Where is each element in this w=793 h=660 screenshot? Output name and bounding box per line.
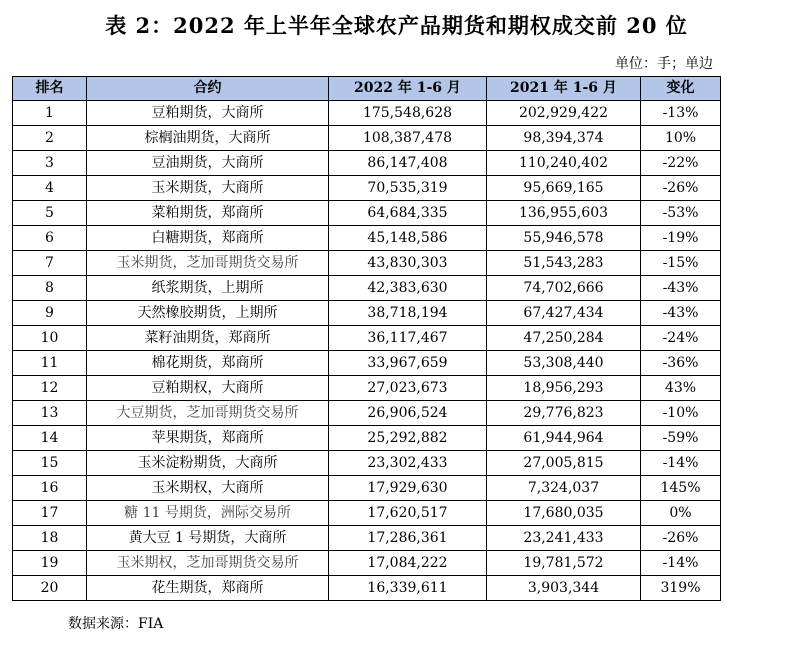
- cell-change: -43%: [641, 301, 721, 326]
- cell-rank: 2: [13, 126, 87, 151]
- cell-change: -43%: [641, 276, 721, 301]
- cell-2021-volume: 47,250,284: [487, 326, 641, 351]
- unit-note: 单位：手；单边: [615, 56, 713, 72]
- cell-rank: 13: [13, 401, 87, 426]
- cell-2021-volume: 95,669,165: [487, 176, 641, 201]
- cell-change: 43%: [641, 376, 721, 401]
- table-row: [13, 326, 721, 351]
- cell-contract: 苹果期货，郑商所: [87, 426, 329, 451]
- cell-change: -10%: [641, 401, 721, 426]
- cell-contract: 玉米期货，大商所: [87, 176, 329, 201]
- cell-contract: 玉米期权，大商所: [87, 476, 329, 501]
- cell-contract: 豆粕期货，大商所: [87, 101, 329, 126]
- table-row: [13, 126, 721, 151]
- cell-change: -19%: [641, 226, 721, 251]
- cell-change: 319%: [641, 576, 721, 601]
- cell-contract: 玉米淀粉期货，大商所: [87, 451, 329, 476]
- cell-rank: 17: [13, 501, 87, 526]
- cell-2021-volume: 51,543,283: [487, 251, 641, 276]
- cell-2022-volume: 23,302,433: [329, 451, 487, 476]
- cell-2022-volume: 38,718,194: [329, 301, 487, 326]
- table-row: [13, 226, 721, 251]
- cell-2022-volume: 175,548,628: [329, 101, 487, 126]
- cell-2022-volume: 16,339,611: [329, 576, 487, 601]
- cell-contract: 豆粕期权，大商所: [87, 376, 329, 401]
- cell-change: -15%: [641, 251, 721, 276]
- header-2021: 2021 年 1-6 月: [487, 77, 641, 101]
- cell-change: -13%: [641, 101, 721, 126]
- cell-2021-volume: 18,956,293: [487, 376, 641, 401]
- cell-contract: 天然橡胶期货，上期所: [87, 301, 329, 326]
- cell-2022-volume: 17,929,630: [329, 476, 487, 501]
- cell-contract: 黄大豆 1 号期货，大商所: [87, 526, 329, 551]
- cell-2022-volume: 36,117,467: [329, 326, 487, 351]
- cell-2022-volume: 17,286,361: [329, 526, 487, 551]
- cell-change: 0%: [641, 501, 721, 526]
- table-body: [13, 101, 721, 601]
- cell-2022-volume: 25,292,882: [329, 426, 487, 451]
- cell-2022-volume: 17,084,222: [329, 551, 487, 576]
- cell-rank: 18: [13, 526, 87, 551]
- cell-contract: 棕榈油期货，大商所: [87, 126, 329, 151]
- table-row: [13, 526, 721, 551]
- cell-rank: 1: [13, 101, 87, 126]
- cell-2021-volume: 61,944,964: [487, 426, 641, 451]
- cell-2022-volume: 64,684,335: [329, 201, 487, 226]
- cell-2021-volume: 27,005,815: [487, 451, 641, 476]
- table-row: [13, 451, 721, 476]
- cell-2022-volume: 70,535,319: [329, 176, 487, 201]
- cell-contract: 糖 11 号期货，洲际交易所: [87, 501, 329, 526]
- cell-rank: 19: [13, 551, 87, 576]
- cell-change: -53%: [641, 201, 721, 226]
- cell-rank: 16: [13, 476, 87, 501]
- table-row: [13, 501, 721, 526]
- cell-rank: 7: [13, 251, 87, 276]
- cell-rank: 4: [13, 176, 87, 201]
- cell-change: 10%: [641, 126, 721, 151]
- header-2022: 2022 年 1-6 月: [329, 77, 487, 101]
- futures-ranking-table: [12, 76, 721, 601]
- cell-2021-volume: 74,702,666: [487, 276, 641, 301]
- table-row: [13, 551, 721, 576]
- cell-change: -59%: [641, 426, 721, 451]
- cell-2021-volume: 202,929,422: [487, 101, 641, 126]
- cell-rank: 20: [13, 576, 87, 601]
- cell-2021-volume: 17,680,035: [487, 501, 641, 526]
- cell-contract: 白糖期货，郑商所: [87, 226, 329, 251]
- table-header-row: [13, 77, 721, 101]
- table-row: [13, 376, 721, 401]
- cell-rank: 3: [13, 151, 87, 176]
- cell-2021-volume: 67,427,434: [487, 301, 641, 326]
- cell-change: -14%: [641, 451, 721, 476]
- cell-change: -26%: [641, 176, 721, 201]
- cell-2021-volume: 23,241,433: [487, 526, 641, 551]
- table-row: [13, 251, 721, 276]
- cell-2021-volume: 110,240,402: [487, 151, 641, 176]
- table-row: [13, 426, 721, 451]
- cell-2021-volume: 7,324,037: [487, 476, 641, 501]
- cell-change: 145%: [641, 476, 721, 501]
- cell-contract: 玉米期权，芝加哥期货交易所: [87, 551, 329, 576]
- cell-2022-volume: 17,620,517: [329, 501, 487, 526]
- header-contract: 合约: [87, 77, 329, 101]
- header-rank: 排名: [13, 77, 87, 101]
- cell-2022-volume: 42,383,630: [329, 276, 487, 301]
- cell-rank: 10: [13, 326, 87, 351]
- cell-contract: 棉花期货，郑商所: [87, 351, 329, 376]
- table-row: [13, 351, 721, 376]
- table-row: [13, 151, 721, 176]
- table-row: [13, 276, 721, 301]
- header-change: 变化: [641, 77, 721, 101]
- cell-change: -36%: [641, 351, 721, 376]
- table-row: [13, 576, 721, 601]
- cell-change: -26%: [641, 526, 721, 551]
- cell-rank: 5: [13, 201, 87, 226]
- cell-contract: 纸浆期货，上期所: [87, 276, 329, 301]
- table-row: [13, 301, 721, 326]
- cell-contract: 豆油期货，大商所: [87, 151, 329, 176]
- cell-2021-volume: 55,946,578: [487, 226, 641, 251]
- cell-2022-volume: 33,967,659: [329, 351, 487, 376]
- cell-2022-volume: 27,023,673: [329, 376, 487, 401]
- cell-rank: 9: [13, 301, 87, 326]
- table-row: [13, 401, 721, 426]
- table-row: [13, 476, 721, 501]
- cell-rank: 12: [13, 376, 87, 401]
- cell-change: -22%: [641, 151, 721, 176]
- cell-contract: 菜籽油期货，郑商所: [87, 326, 329, 351]
- table-row: [13, 176, 721, 201]
- cell-contract: 大豆期货，芝加哥期货交易所: [87, 401, 329, 426]
- cell-change: -14%: [641, 551, 721, 576]
- cell-2021-volume: 19,781,572: [487, 551, 641, 576]
- table-title: 表 2：2022 年上半年全球农产品期货和期权成交前 20 位: [105, 13, 688, 38]
- cell-2021-volume: 29,776,823: [487, 401, 641, 426]
- cell-rank: 8: [13, 276, 87, 301]
- cell-rank: 11: [13, 351, 87, 376]
- cell-change: -24%: [641, 326, 721, 351]
- cell-contract: 花生期货，郑商所: [87, 576, 329, 601]
- cell-2021-volume: 98,394,374: [487, 126, 641, 151]
- cell-contract: 玉米期货，芝加哥期货交易所: [87, 251, 329, 276]
- cell-2021-volume: 53,308,440: [487, 351, 641, 376]
- cell-rank: 15: [13, 451, 87, 476]
- cell-2022-volume: 86,147,408: [329, 151, 487, 176]
- cell-rank: 6: [13, 226, 87, 251]
- cell-2022-volume: 26,906,524: [329, 401, 487, 426]
- cell-2022-volume: 43,830,303: [329, 251, 487, 276]
- cell-contract: 菜粕期货，郑商所: [87, 201, 329, 226]
- cell-2021-volume: 136,955,603: [487, 201, 641, 226]
- cell-rank: 14: [13, 426, 87, 451]
- table-row: [13, 101, 721, 126]
- cell-2021-volume: 3,903,344: [487, 576, 641, 601]
- cell-2022-volume: 108,387,478: [329, 126, 487, 151]
- data-source-note: 数据来源：FIA: [68, 616, 164, 632]
- cell-2022-volume: 45,148,586: [329, 226, 487, 251]
- table-row: [13, 201, 721, 226]
